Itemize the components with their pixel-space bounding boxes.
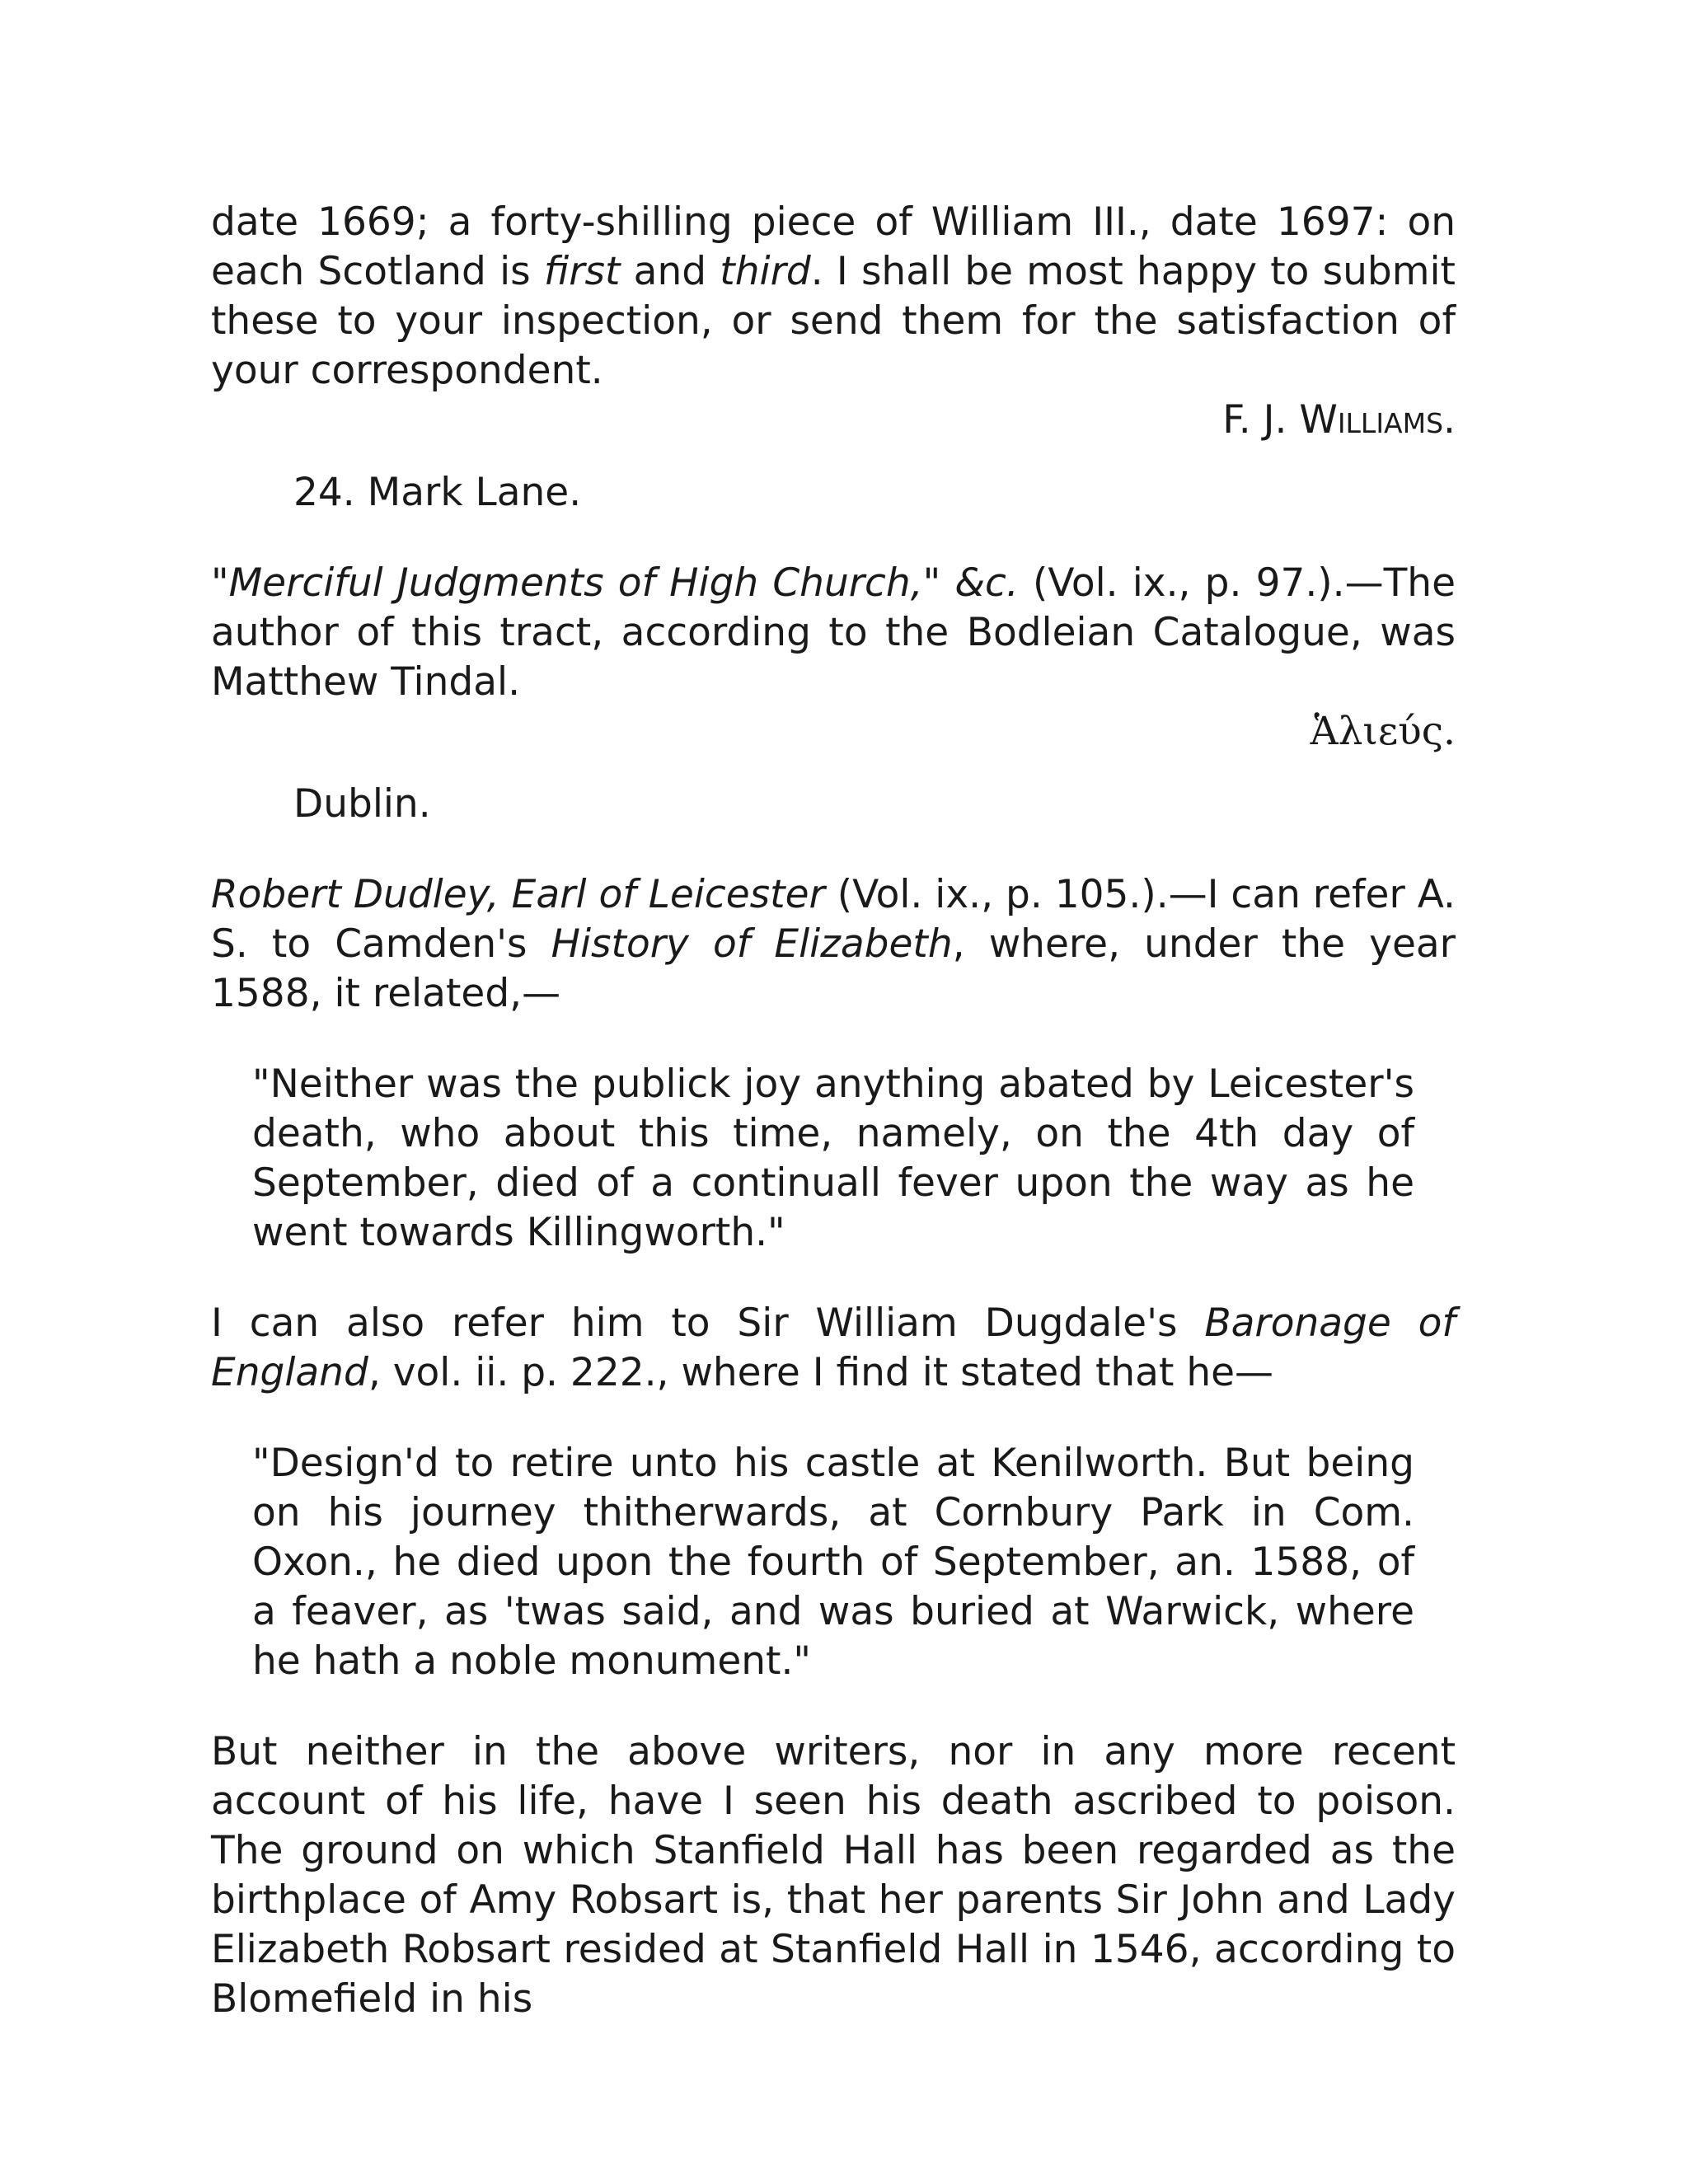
paragraph-merciful-judgments: [211, 559, 1456, 707]
text-run: . I shall be most happy to submit these to your inspection, or send them for the satisfaction of your correspondent.: [211, 249, 1456, 393]
paragraph-dugdale: [211, 1299, 1456, 1398]
paragraph-robert-dudley: [211, 870, 1456, 1019]
paragraph-coins: [211, 198, 1456, 396]
italic-book-title: History of Elizabeth: [551, 921, 953, 967]
text-run: , where, under the year 1588, it related,—: [211, 921, 1456, 1016]
signature-halieus: Ἁλιεύς.: [1310, 709, 1456, 754]
text-run: (Vol. ix., p. 105.).—I can refer A. S. to Camden's: [211, 872, 1456, 967]
place-dublin: Dublin.: [293, 781, 431, 827]
signature-end: .: [1443, 397, 1456, 443]
text-run: (Vol. ix., p. 97.).—The author of this tract, according to the Bodleian Catalogue, was Matthew Tindal.: [211, 560, 1456, 705]
blockquote-dugdale: "Design'd to retire unto his castle at Kenilworth. But being on his journey thitherwards, at Cornbury Park in Com. Oxon., he died upon the fourth of September, an. 1588, of a feaver, as 'twas said, and was buried at Warwick, where he hath a noble monument.": [252, 1441, 1414, 1684]
place-mark-lane: 24. Mark Lane.: [293, 470, 582, 515]
italic-third: third: [720, 249, 811, 294]
paragraph-stanfield-hall: But neither in the above writers, nor in any more recent account of his life, have I seen his death ascribed to poison. The ground on which Stanfield Hall has been regarded as the birthplace of Amy Robsart is, that her parents Sir John and Lady Elizabeth Robsart resided at Stanfield Hall in 1546, according to Blomefield in his: [211, 1729, 1456, 2022]
signature-williams: [211, 396, 1456, 445]
text-run: , vol. ii. p. 222., where I find it stated that he—: [368, 1350, 1274, 1395]
signature-name: Williams: [1299, 397, 1444, 443]
italic-first: first: [543, 249, 621, 294]
italic-book-title: Baronage of England: [211, 1301, 1456, 1395]
text-run: I can also refer him to Sir William Dugdale's: [211, 1301, 1205, 1346]
signature-initials: F. J.: [1222, 397, 1300, 443]
italic-title: "Merciful Judgments of High Church," &c.: [211, 560, 1019, 606]
text-run: date 1669; a forty-shilling piece of William III., date 1697: on each Scotland is: [211, 199, 1456, 294]
blockquote-camden: "Neither was the publick joy anything abated by Leicester's death, who about this time, namely, on the 4th day of September, died of a continuall fever upon the way as he went towards Killingworth.": [252, 1062, 1414, 1255]
text-run: and: [620, 249, 720, 294]
page-body: [211, 198, 1456, 2024]
italic-title: Robert Dudley, Earl of Leicester: [211, 872, 825, 917]
